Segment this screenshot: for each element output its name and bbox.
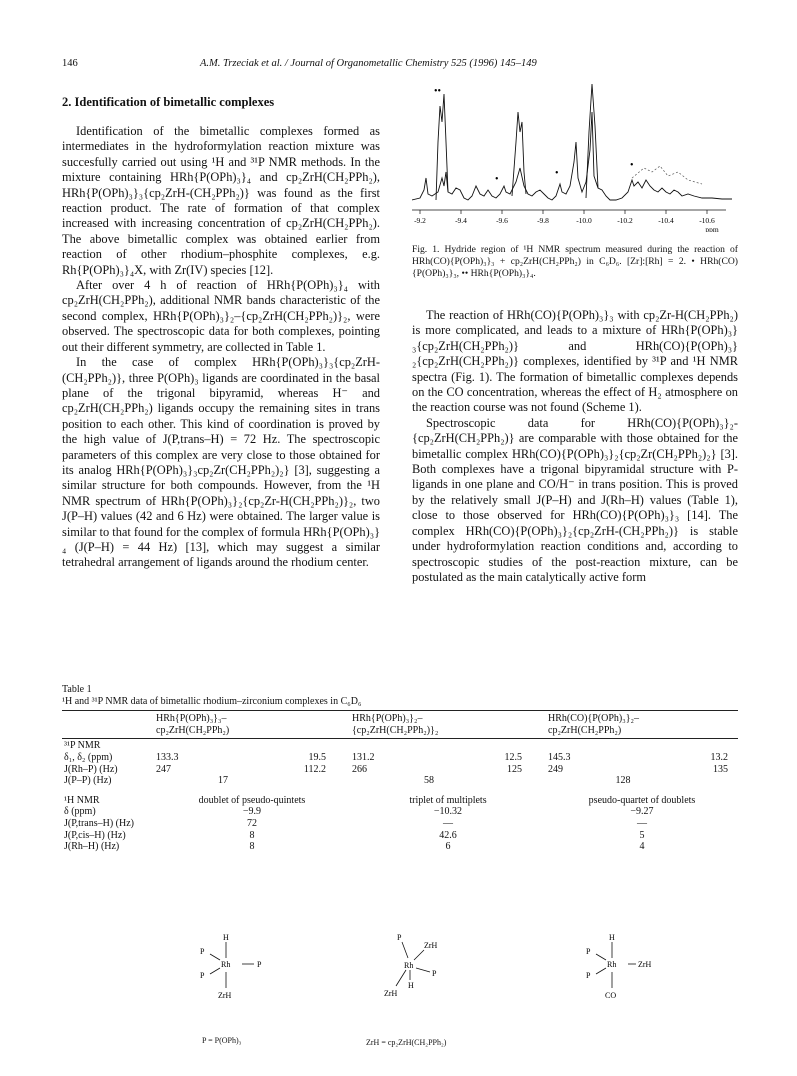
column-header: HRh(CO){P(OPh)₃}₂– (548, 713, 640, 725)
spectrum-trace (412, 112, 732, 200)
table-header-row (62, 713, 738, 736)
table-cell: 12.5 (504, 751, 522, 763)
metal-label: Rh (221, 960, 231, 969)
table-row-label: δ (ppm) (64, 806, 96, 818)
nmr-spectrum-figure (412, 82, 738, 232)
table-cell: — (443, 817, 453, 829)
table-cell: 4 (639, 841, 645, 853)
table-row (62, 830, 738, 842)
column-header: cp₂ZrH(CH₂PPh₂) (548, 724, 622, 736)
table-section-label: ³¹P NMR (64, 740, 101, 752)
table-cell: 17 (218, 775, 228, 787)
atom-label: P (397, 933, 402, 942)
figure-caption: Fig. 1. Hydride region of ¹H NMR spectrum measured during the reaction of HRh(CO){P(OPh)₃}₃ + cp₂ZrH(CH₂PPh₂) in C₆D₆. [Zr]:[Rh] = 2. • HRh(CO){P(OPh)₃}₃, •• HRh{P(OPh)₃}₄. (412, 244, 738, 279)
peak-mark: • (555, 168, 559, 179)
running-title: A.M. Trzeciak et al. / Journal of Organometallic Chemistry 525 (1996) 145–149 (200, 58, 537, 69)
table-cell: −9.27 (630, 806, 654, 818)
table-cell: 8 (249, 829, 255, 841)
x-axis-unit: ppm (705, 225, 719, 232)
table-cell: 58 (424, 775, 434, 787)
paragraph: After over 4 h of reaction of HRh{P(OPh)₃}₄ with cp₂ZrH(CH₂PPh₂), additional NMR bands characteristic of the second complex, HRh{P(OPh)₃}₂–{cp₂ZrH(CH₂PPh₂)}₂, were observed. The spectroscopic data for both complexes, pointing out their different symmetry, are collected in Table 1. (62, 278, 380, 354)
structure-2 (362, 932, 472, 1052)
atom-label: P (586, 971, 591, 980)
paragraph: Identification of the bimetallic complexes formed as intermediates in the hydroformylation reaction mixture was succesfully carried out using ¹H and ³¹P NMR methods. In the mixture containing HRh{P(OPh)₃}₄ and cp₂ZrH(CH₂PPh₂), HRh{P(OPh)₃}₃{cp₂ZrH-(CH₂PPh₂)} was found as the first reaction product. The rate of formation of that complex increased with increasing concentration of cp₂ZrH(CH₂PPh₂). The above bimetallic complex was obtained earlier from reaction of other rhodium–phosphite complexes, e.g. Rh{P(OPh)₃}₄X, with Zr(IV) species [12]. (62, 124, 380, 277)
atom-label: P (200, 947, 205, 956)
table-section-row (62, 795, 738, 807)
table-cell: −9.9 (242, 806, 262, 818)
structure-1 (180, 932, 280, 1052)
table-cell: 5 (639, 829, 645, 841)
spectrum-trace-high (436, 94, 448, 200)
column-header: HRh{P(OPh)₃}₃– (156, 713, 227, 725)
spectrum-trace-high (512, 112, 526, 196)
nmr-spectrum-plot (412, 82, 738, 232)
structure-legend: ZrH = cp₂ZrH(CH₂PPh₂) (366, 1038, 447, 1047)
table-cell: 247 (156, 763, 171, 775)
table-cell: pseudo-quartet of doublets (588, 794, 696, 806)
metal-label: Rh (607, 960, 617, 969)
table-row (62, 806, 738, 818)
table-section-row (62, 740, 738, 752)
structure-1-drawing (180, 932, 280, 1002)
table-row-label: J(Rh–H) (Hz) (64, 841, 120, 853)
paragraph: Spectroscopic data for HRh(CO){P(OPh)₃}₂-{cp₂ZrH(CH₂PPh₂)} are comparable with those obtained for the bimetallic complex HRh(CO){P(OPh)₃}₂{cp₂Zr(CH₂PPh₂)₂} [3]. Both complexes have a trigonal bipyramidal structure with P-ligands in one plane and CO/H⁻ in trans position. This is proved by the relatively small J(P–H) and J(Rh–H) values (Table 1), close to those observed for HRh(CO){P(OPh)₃}₃ [14]. The complex HRh(CO){P(OPh)₃}₂{cp₂ZrH-(CH₂PPh₂)} is stable under hydroformylation reaction conditions and, according to spectroscopic studies of the post-reaction mixture, can be postulated as the main catalytically active form (412, 415, 738, 584)
table-row-label: J(P–P) (Hz) (64, 775, 112, 787)
table-row (62, 752, 738, 764)
table-cell: 112.2 (303, 763, 326, 775)
structure-3 (566, 932, 666, 1002)
atom-label: ZrH (384, 989, 398, 998)
section-title: 2. Identification of bimetallic complexes (62, 95, 275, 109)
table-label: Table 1 (62, 684, 92, 695)
paragraph: The reaction of HRh(CO){P(OPh)₃}₃ with cp₂Zr-H(CH₂PPh₂) is more complicated, and leads to a mixture of HRh{P(OPh)₃}₃{cp₂ZrH(CH₂PPh₂)} and HRh(CO){P(OPh)₃}₂{cp₂ZrH(CH₂PPh₂)} complexes, identified by ³¹P and ¹H NMR spectra (Fig. 1). The formation of bimetallic complexes depends on the CO concentration, whereas the effect of H₂ atmosphere on the reaction course was not found (Scheme 1). (412, 308, 738, 415)
x-tick-label: -10.4 (658, 216, 674, 225)
atom-label: P (586, 947, 591, 956)
x-tick-label: -10.6 (699, 216, 715, 225)
column-header: cp₂ZrH(CH₂PPh₂) (156, 724, 230, 736)
table-cell: 128 (615, 775, 631, 787)
table-cell: 249 (548, 763, 563, 775)
table-cell: 135 (713, 763, 728, 775)
atom-label: ZrH (218, 991, 232, 1000)
table-cell: 13.2 (710, 751, 728, 763)
table-cell: 133.3 (156, 751, 179, 763)
structure-2-drawing (362, 932, 472, 1002)
atom-label: ZrH (424, 941, 438, 950)
x-tick-label: -9.6 (496, 216, 508, 225)
table-cell: 42.6 (439, 829, 457, 841)
atom-label: CO (605, 991, 617, 1000)
table-cell: doublet of pseudo-quintets (198, 794, 306, 806)
column-header: HRh{P(OPh)₃}₂– (352, 713, 423, 725)
table-cell: 19.5 (308, 751, 326, 763)
table-cell: 72 (247, 817, 257, 829)
table-1 (62, 684, 738, 853)
table-title: ¹H and ³¹P NMR data of bimetallic rhodium–zirconium complexes in C₆D₆ (62, 695, 362, 707)
x-tick-label: -10.0 (576, 216, 592, 225)
table-row (62, 764, 738, 776)
atom-label: H (223, 933, 229, 942)
table-cell: triplet of multiplets (409, 794, 487, 806)
spectrum-trace-high (586, 84, 598, 198)
table-row-label: δ₁, δ₂ (ppm) (64, 751, 113, 763)
x-tick-label: -9.2 (414, 216, 426, 225)
spectrum-trace-dashed (632, 166, 702, 184)
x-tick-label: -9.4 (455, 216, 467, 225)
table-cell: — (637, 817, 647, 829)
left-column (62, 124, 380, 571)
atom-label: H (609, 933, 615, 942)
table-row (62, 775, 738, 787)
table-row-label: J(P,trans–H) (Hz) (64, 817, 134, 829)
atom-label: H (408, 981, 414, 990)
nmr-data-table (62, 713, 738, 853)
right-column (412, 308, 738, 585)
table-row-label: J(Rh–P) (Hz) (64, 763, 118, 775)
x-tick-label: -10.2 (617, 216, 633, 225)
table-cell: 145.3 (548, 751, 571, 763)
table-row-label: J(P,cis–H) (Hz) (64, 829, 126, 841)
table-row (62, 818, 738, 830)
atom-label: P (257, 960, 262, 969)
peak-mark: • (630, 160, 634, 171)
structure-3-drawing (566, 932, 666, 1002)
structure-legend: P = P(OPh)₃ (202, 1036, 242, 1045)
table-section-label: ¹H NMR (64, 794, 100, 806)
metal-label: Rh (404, 961, 414, 970)
paragraph: In the case of complex HRh{P(OPh)₃}₃{cp₂ZrH-(CH₂PPh₂)}, three P(OPh)₃ ligands are coordinated in the basal plane of the trigonal bipyramid, whereas H⁻ and cp₂ZrH(CH₂PPh₂) ligands occupy the remaining sites in trans position to each other. This kind of coordination is proved by the high value of J(P,trans–H) = 72 Hz. The spectroscopic parameters of this complex are very close to those obtained for its analog HRh{P(OPh)₃}₃cp₂Zr(CH₂PPh₂)₂} [3], suggesting a similar structure for both compounds. However, from the ¹H NMR spectrum of HRh{P(OPh)₃}₂{cp₂Zr-H(CH₂PPh₂)}₂, two J(P–H) values (42 and 6 Hz) were obtained. The larger value is similar to that found for the complex of formula HRh{P(OPh)₃}₄ (J(P–H) = 44 Hz) [13], which may suggest a similar tetrahedral arrangement of ligands around the rhodium center. (62, 355, 381, 570)
table-cell: 131.2 (352, 751, 375, 763)
table-cell: 266 (352, 763, 367, 775)
table-cell: 125 (507, 763, 522, 775)
peak-mark: •• (434, 86, 442, 97)
page-number: 146 (62, 58, 78, 69)
table-cell: −10.32 (433, 806, 463, 818)
peak-mark: • (495, 174, 499, 185)
table-row (62, 841, 738, 853)
atom-label: P (200, 971, 205, 980)
atom-label: ZrH (638, 960, 652, 969)
table-cell: 6 (445, 841, 451, 853)
column-header: {cp₂ZrH(CH₂PPh₂)}₂ (352, 724, 439, 736)
x-ticks (420, 210, 707, 214)
table-cell: 8 (249, 841, 255, 853)
atom-label: P (432, 969, 437, 978)
x-tick-label: -9.8 (537, 216, 549, 225)
